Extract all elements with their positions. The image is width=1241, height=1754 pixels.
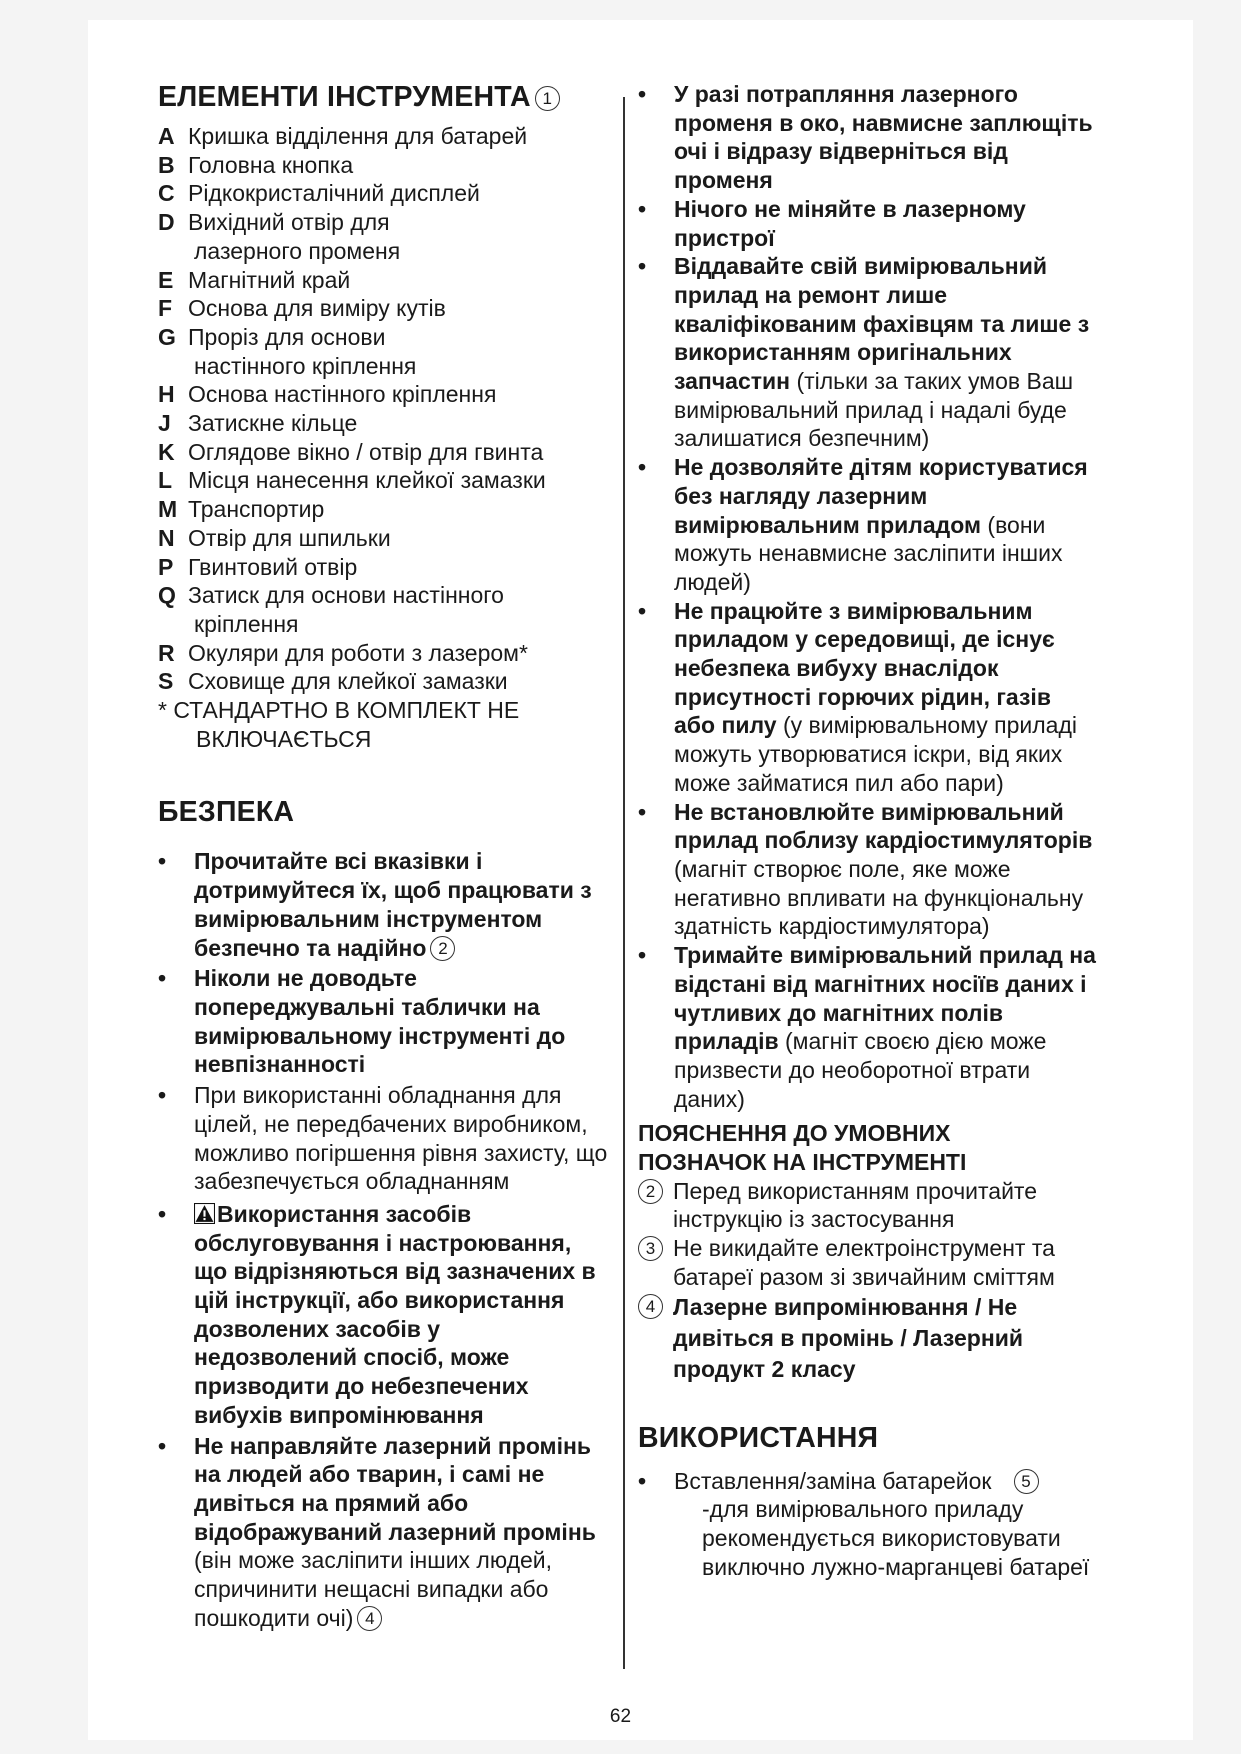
- right-column: [638, 80, 1098, 1581]
- safety-bullet-4: • Використання засобів обслуговування і настроювання, що відрізняються від зазначених в цій інструкції, або використання дозволених засобів у недозволений спосіб, може призводити до небезпечених вибухів випромінювання: [158, 1200, 608, 1430]
- symbol-item-2: [638, 1177, 1098, 1234]
- safety-bullet-r5: • Не працюйте з вимірювальним приладом у середовищі, де існує небезпека вибуху внаслідок присутності горючих рідин, газів або пилу (у вимірювальному приладі можуть утворюватися іскри, від яких може займатися пил або пари): [638, 597, 1098, 798]
- safety-bullet-2: • Ніколи не доводьте попереджувальні таблички на вимірювальному інструменті до невпізнанності: [158, 964, 608, 1079]
- safety-bullet-5: • Не направляйте лазерний промінь на людей або тварин, і самі не дивіться на прямий або відображуваний лазерний промінь (він може засліпити інших людей, спричинити нещасні випадки або пошкодити очі) 4: [158, 1432, 608, 1633]
- element-item-j: [158, 409, 623, 438]
- element-letter: D: [158, 209, 175, 236]
- symbol-description: Перед використанням прочитайте інструкцію із застосування: [673, 1177, 1038, 1233]
- elements-heading: ЕЛЕМЕНТИ ІНСТРУМЕНТА 1: [158, 80, 623, 114]
- element-label: Основа настінного кріплення: [188, 381, 497, 408]
- element-letter: J: [158, 410, 171, 437]
- element-label: Затискне кільце: [188, 410, 358, 437]
- element-letter: E: [158, 266, 174, 293]
- element-item-c: [158, 179, 623, 208]
- safety-bullet-r3: • Віддавайте свій вимірювальний прилад на ремонт лише кваліфікованим фахівцям та лише з використанням оригінальних запчастин (тільки за таких умов Ваш вимірювальний прилад і надалі буде залишатися безпечним): [638, 252, 1098, 453]
- element-letter: S: [158, 668, 174, 695]
- safety-bullet-r2: • Нічого не міняйте в лазерному пристрої: [638, 195, 1098, 252]
- element-letter: Q: [158, 582, 176, 609]
- safety-bullet-r4: • Не дозволяйте дітям користуватися без нагляду лазерним вимірювальним приладом (вони можуть ненавмисне засліпити інших людей): [638, 453, 1098, 597]
- safety-bullet-3: • При використанні обладнання для цілей, не передбачених виробником, можливо погіршення рівня захисту, що забезпечується обладнанням: [158, 1081, 608, 1196]
- element-item-q: [158, 581, 623, 638]
- element-label: Основа для виміру кутів: [188, 295, 446, 322]
- element-letter: R: [158, 639, 175, 666]
- symbols-heading: ПОЯСНЕННЯ ДО УМОВНИХ ПОЗНАЧОК НА ІНСТРУМЕНТІ: [638, 1120, 967, 1176]
- symbol-number-badge: 4: [638, 1294, 663, 1319]
- column-divider: [623, 97, 625, 1669]
- element-label: Кришка відділення для батарей: [188, 123, 528, 149]
- element-item-f: [158, 294, 623, 323]
- element-label: Затиск для основи настінного кріплення: [188, 582, 504, 637]
- usage-subtext: -для вимірювального приладу рекомендується використовувати виключно лужно-марганцеві батареї: [702, 1496, 1090, 1580]
- element-letter: P: [158, 553, 174, 580]
- figure-ref-badge: 2: [430, 936, 455, 961]
- symbol-item-4: [638, 1292, 1098, 1385]
- footnote: * СТАНДАРТНО В КОМПЛЕКТ НЕ ВКЛЮЧАЄТЬСЯ: [158, 697, 520, 752]
- safety-bullet-r7: • Тримайте вимірювальний прилад на відстані від магнітних носіїв даних і чутливих до магнітних полів приладів (магніт своєю дією може призвести до необоротної втрати даних): [638, 941, 1098, 1113]
- element-item-b: [158, 151, 623, 180]
- safety-heading: БЕЗПЕКА: [158, 796, 295, 829]
- symbol-description: Лазерне випромінювання / Не дивіться в промінь / Лазерний продукт 2 класу: [673, 1293, 1024, 1382]
- element-letter: K: [158, 438, 175, 465]
- figure-ref-badge: 5: [1014, 1469, 1039, 1494]
- element-letter: N: [158, 524, 175, 551]
- element-label: Проріз для основи настінного кріплення: [188, 323, 417, 379]
- element-item-a: [158, 122, 623, 151]
- element-label: Окуляри для роботи з лазером*: [188, 639, 528, 666]
- element-item-d: [158, 208, 623, 265]
- element-letter: G: [158, 323, 176, 350]
- element-label: Місця нанесення клейкої замазки: [188, 467, 546, 494]
- element-label: Магнітний край: [188, 266, 351, 293]
- symbol-item-3: [638, 1234, 1098, 1291]
- element-item-s: [158, 667, 623, 696]
- element-item-e: [158, 266, 623, 295]
- element-label: Транспортир: [188, 496, 325, 523]
- element-item-r: [158, 639, 623, 668]
- element-letter: L: [158, 467, 173, 494]
- element-label: Отвір для шпильки: [188, 524, 391, 551]
- figure-ref-badge: 4: [357, 1606, 382, 1631]
- symbols-list: [638, 1177, 1098, 1385]
- element-label: Вихідний отвір для лазерного променя: [188, 209, 401, 264]
- element-letter: H: [158, 381, 175, 408]
- safety-bullet-r1: • У разі потрапляння лазерного променя в око, навмисне заплющіть очі і відразу відверніться від променя: [638, 80, 1098, 195]
- element-item-k: [158, 438, 623, 467]
- element-item-l: [158, 466, 623, 495]
- element-letter: A: [158, 123, 175, 149]
- symbol-number-badge: 3: [638, 1236, 663, 1261]
- element-item-g: [158, 323, 623, 380]
- element-item-m: [158, 495, 623, 524]
- element-item-n: [158, 524, 623, 553]
- element-label: Головна кнопка: [188, 151, 354, 178]
- symbol-description: Не викидайте електроінструмент та батареї разом зі звичайним сміттям: [673, 1235, 1055, 1290]
- element-item-h: [158, 380, 623, 409]
- usage-bullet: • Вставлення/заміна батарейок 5 -для вимірювального приладу рекомендується використовувати виключно лужно-марганцеві батареї: [638, 1467, 1098, 1582]
- left-column: [158, 80, 623, 1632]
- usage-list: [638, 1467, 1098, 1582]
- usage-heading: ВИКОРИСТАННЯ: [638, 1421, 879, 1454]
- element-label: Оглядове вікно / отвір для гвинта: [188, 438, 544, 465]
- safety-bullet-r6: • Не встановлюйте вимірювальний прилад поблизу кардіостимуляторів (магніт створює поле, яке може негативно впливати на функціональну здатність кардіостимулятора): [638, 798, 1098, 942]
- element-label: Рідкокристалічний дисплей: [188, 180, 480, 207]
- element-letter: M: [158, 496, 178, 523]
- element-label: Гвинтовий отвір: [188, 553, 358, 580]
- element-letter: F: [158, 295, 173, 322]
- element-letter: C: [158, 180, 175, 207]
- element-item-p: [158, 553, 623, 582]
- figure-ref-badge: 1: [535, 86, 560, 111]
- symbol-number-badge: 2: [638, 1179, 663, 1204]
- elements-list: [158, 122, 623, 696]
- element-label: Сховище для клейкої замазки: [188, 668, 508, 695]
- safety-bullet-1: • Прочитайте всі вказівки і дотримуйтеся їх, щоб працювати з вимірювальним інструментом безпечно та надійно 2: [158, 847, 608, 962]
- safety-list: [158, 847, 608, 1632]
- warning-triangle-icon: [194, 1203, 215, 1224]
- page-number: 62: [609, 1706, 632, 1727]
- element-letter: B: [158, 151, 175, 178]
